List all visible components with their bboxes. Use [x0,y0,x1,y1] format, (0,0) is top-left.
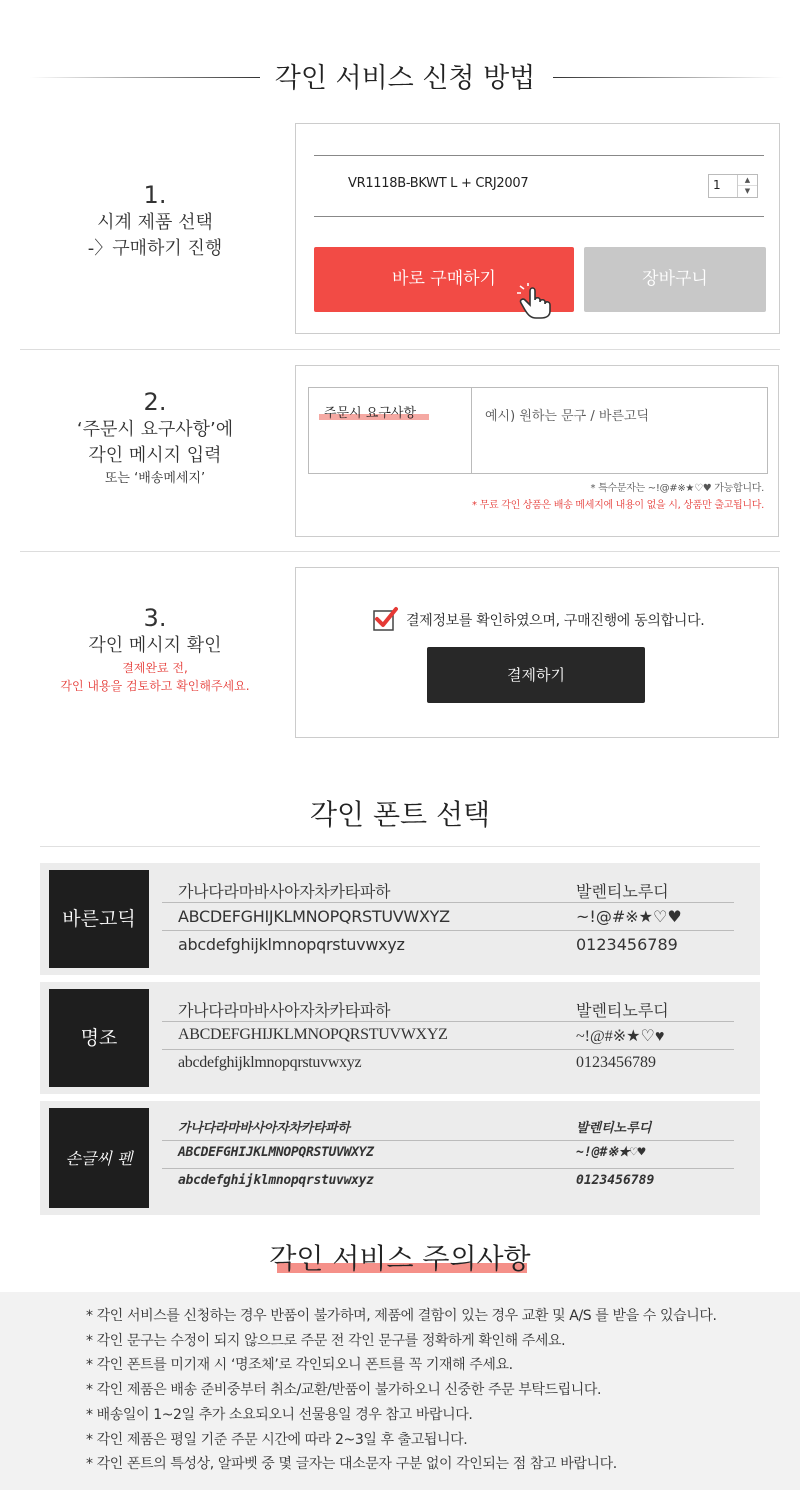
quantity-spin [737,175,757,197]
order-request-field [308,387,768,474]
step3-description [20,603,290,695]
hand-pointer-icon [516,283,556,319]
font-option-gothic[interactable] [40,863,760,975]
sample-digits: 0123456789 [576,935,678,954]
font-sample-row [162,1141,734,1169]
step-divider [20,349,780,350]
step2-line2: 각인 메시지 입력 [88,445,222,466]
font-name-text: 손글씨 펜 [65,1149,133,1168]
caution-item: * 각인 서비스를 신청하는 경우 반품이 불가하며, 제품에 결함이 있는 경우 교환 및 A/S 를 받을 수 있습니다. [86,1308,717,1324]
sample-word: 발렌티노루디 [576,1003,669,1020]
font-option-myeongjo[interactable] [40,982,760,1094]
sample-lowercase: abcdefghijklmnopqrstuvwxyz [178,1054,362,1071]
sample-uppercase: ABCDEFGHIJKLMNOPQRSTUVWXYZ [178,1145,374,1160]
font-sample-row [162,903,734,931]
sample-word: 발렌티노루디 [576,882,669,901]
free-engrave-note: * 무료 각인 상품은 배송 메세지에 내용이 없을 시, 상품만 출고됩니다. [472,500,764,511]
caution-panel [0,1292,800,1490]
sample-symbols: ~!@#※★♡♥ [576,907,682,926]
font-sample-rows [162,1113,734,1197]
sample-word: 발렌티노루디 [576,1121,652,1136]
step1-line2: -〉구매하기 진행 [87,238,223,259]
font-option-handwriting[interactable] [40,1101,760,1215]
order-request-input[interactable]: 예시) 원하는 문구 / 바른고딕 [485,409,650,424]
font-section-title: 각인 폰트 선택 [309,798,491,831]
step3-number: 3. [143,604,167,632]
quantity-value[interactable]: 1 [713,178,721,192]
caution-item: * 각인 제품은 배송 준비중부터 취소/교환/반품이 불가하오니 신중한 주문 부탁드립니다. [86,1382,602,1399]
quantity-up-icon[interactable]: ▲ [738,175,757,186]
step1-description [20,180,290,262]
page-header [0,52,800,100]
agree-text: 결제정보를 확인하였으며, 구매진행에 동의합니다. [406,613,705,629]
font-sample-row [162,1113,734,1141]
sample-symbols: ~!@#※★♡♥ [576,1145,646,1160]
sample-lowercase: abcdefghijklmnopqrstuvwxyz [178,935,405,954]
caution-list [86,1304,717,1477]
order-request-label: 주문시 요구사항 [324,406,417,421]
special-char-note: * 특수문자는 ~!@#※★♡♥ 가능합니다. [590,483,764,494]
sample-hangul: 가나다라마바사아자차카타파하 [178,1121,350,1136]
caution-item: * 각인 문구는 수정이 되지 않으므로 주문 전 각인 문구를 정확하게 확인해 주세요. [86,1332,566,1349]
sample-digits: 0123456789 [576,1173,655,1188]
sample-symbols: ~!@#※★♡♥ [576,1028,665,1045]
title-divider-left [30,77,260,78]
font-sample-rows [162,994,734,1078]
step3-line1: 각인 메시지 확인 [88,635,222,656]
caution-item: * 각인 폰트를 미기재 시 ‘명조체’로 각인되오니 폰트를 꼭 기재해 주세요. [86,1357,513,1374]
step2-line1: ‘주문시 요구사항’에 [76,419,234,440]
step1-panel [295,123,780,334]
step-divider [20,551,780,552]
order-request-label-cell [309,388,472,473]
font-sample-row [162,1050,734,1078]
step1-number: 1. [143,181,167,209]
step3-red-line1: 결제완료 전, [122,661,188,675]
quantity-down-icon[interactable]: ▼ [744,187,751,195]
sample-digits: 0123456789 [576,1054,656,1071]
pay-button[interactable]: 결제하기 [427,647,645,703]
title-divider-right [553,77,783,78]
cart-button[interactable]: 장바구니 [584,247,766,312]
font-sample-row [162,994,734,1022]
step2-description [20,387,290,489]
sample-uppercase: ABCDEFGHIJKLMNOPQRSTUVWXYZ [178,1026,448,1043]
caution-item: * 배송일이 1~2일 추가 소요되오니 선물용일 경우 참고 바랍니다. [86,1406,473,1423]
font-name: 바른고딕 [49,870,149,968]
product-top-divider [314,155,764,156]
quantity-stepper[interactable] [708,174,758,198]
font-sample-row [162,875,734,903]
buy-now-button[interactable] [314,247,574,312]
buy-now-label: 바로 구매하기 [392,269,496,289]
step3-panel [295,567,779,738]
product-name: VR1118B-BKWT L + CRJ2007 [348,176,529,191]
step2-number: 2. [143,388,167,416]
sample-lowercase: abcdefghijklmnopqrstuvwxyz [178,1173,374,1188]
font-sample-row [162,1022,734,1050]
sample-hangul: 가나다라마바사아자차카타파하 [178,882,391,901]
step1-line1: 시계 제품 선택 [97,212,213,233]
font-name: 명조 [49,989,149,1087]
caution-item: * 각인 폰트의 특성상, 알파벳 중 몇 글자는 대소문자 구분 없이 각인되는 점 참고 바랍니다. [86,1456,617,1473]
font-sample-rows [162,875,734,959]
font-title-divider [40,846,760,847]
font-name [49,1108,149,1208]
font-sample-row [162,1169,734,1197]
page-title: 각인 서비스 신청 방법 [274,63,536,94]
step2-line3: 또는 ‘배송메세지’ [104,471,206,486]
caution-item: * 각인 제품은 평일 기준 주문 시간에 따라 2~3일 후 출고됩니다. [86,1431,468,1448]
product-bottom-divider [314,216,764,217]
sample-hangul: 가나다라마바사아자차카타파하 [178,1003,391,1020]
agree-checkbox-icon[interactable] [372,606,398,632]
font-sample-row [162,931,734,959]
sample-uppercase: ABCDEFGHIJKLMNOPQRSTUVWXYZ [178,907,450,926]
caution-title: 각인 서비스 주의사항 [269,1242,531,1275]
step2-panel [295,365,779,537]
step3-red-line2: 각인 내용을 검토하고 확인해주세요. [60,679,250,693]
